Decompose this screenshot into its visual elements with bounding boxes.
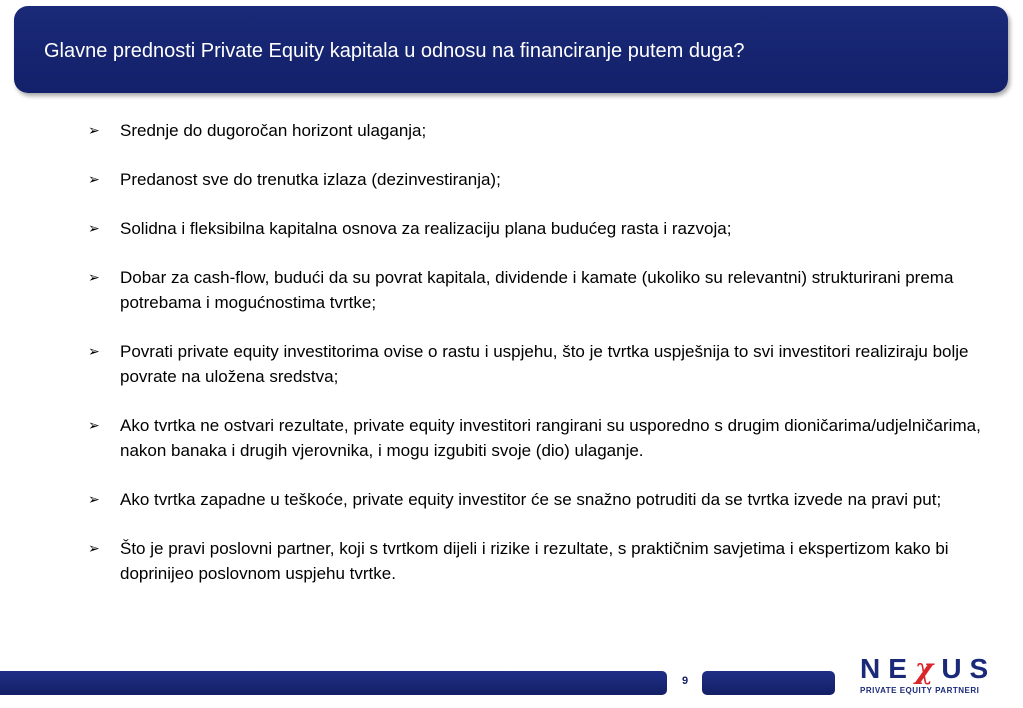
bullet-item	[86, 118, 986, 143]
bullet-list	[86, 118, 986, 610]
bullet-text: Solidna i fleksibilna kapitalna osnova za realizaciju plana budućeg rasta i razvoja;	[120, 219, 732, 238]
page-number: 9	[681, 675, 689, 687]
slide-title: Glavne prednosti Private Equity kapitala u odnosu na financiranje putem duga?	[44, 40, 745, 62]
nexus-logo	[860, 654, 1010, 695]
bullet-text: Srednje do dugoročan horizont ulaganja;	[120, 121, 427, 140]
bullet-text: Predanost sve do trenutka izlaza (dezinvestiranja);	[120, 170, 501, 189]
arrow-bullet-icon: ➢	[88, 491, 100, 507]
arrow-bullet-icon: ➢	[88, 171, 100, 187]
arrow-bullet-icon: ➢	[88, 540, 100, 556]
bullet-text: Što je pravi poslovni partner, koji s tvrtkom dijeli i rizike i rezultate, s praktičnim savjetima i ekspertizom kako bi doprinijeo poslovnom uspjehu tvrtke.	[120, 539, 949, 583]
title-banner	[14, 6, 1008, 93]
footer-bar-right	[702, 671, 835, 695]
bullet-item	[86, 413, 986, 463]
logo-tagline: PRIVATE EQUITY PARTNERI	[860, 686, 980, 695]
logo-text-right: US	[941, 653, 997, 684]
bullet-item	[86, 339, 986, 389]
bullet-text: Ako tvrtka zapadne u teškoće, private equity investitor će se snažno potruditi da se tvrtka izvede na pravi put;	[120, 490, 942, 509]
bullet-text: Ako tvrtka ne ostvari rezultate, private equity investitori rangirani su usporedno s drugim dioničarima/udjelničarima, nakon banaka i drugih vjerovnika, i mogu izgubiti svoje (dio) ulaganje.	[120, 416, 981, 460]
arrow-bullet-icon: ➢	[88, 417, 100, 433]
logo-wordmark	[860, 654, 1010, 684]
bullet-item	[86, 536, 986, 586]
arrow-bullet-icon: ➢	[88, 122, 100, 138]
arrow-bullet-icon: ➢	[88, 220, 100, 236]
bullet-item	[86, 487, 986, 512]
bullet-item	[86, 216, 986, 241]
bullet-item	[86, 265, 986, 315]
bullet-text: Povrati private equity investitorima ovise o rastu i uspjehu, što je tvrtka uspješnija to svi investitori realiziraju bolje povrate na uložena sredstva;	[120, 342, 969, 386]
logo-text-left: NE	[860, 653, 915, 684]
bullet-item	[86, 167, 986, 192]
arrow-bullet-icon: ➢	[88, 269, 100, 285]
footer-bar-left	[0, 671, 667, 695]
logo-chi-icon: χ	[914, 652, 942, 685]
arrow-bullet-icon: ➢	[88, 343, 100, 359]
bullet-text: Dobar za cash-flow, budući da su povrat kapitala, dividende i kamate (ukoliko su relevantni) strukturirani prema potrebama i mogućnostima tvrtke;	[120, 268, 954, 312]
